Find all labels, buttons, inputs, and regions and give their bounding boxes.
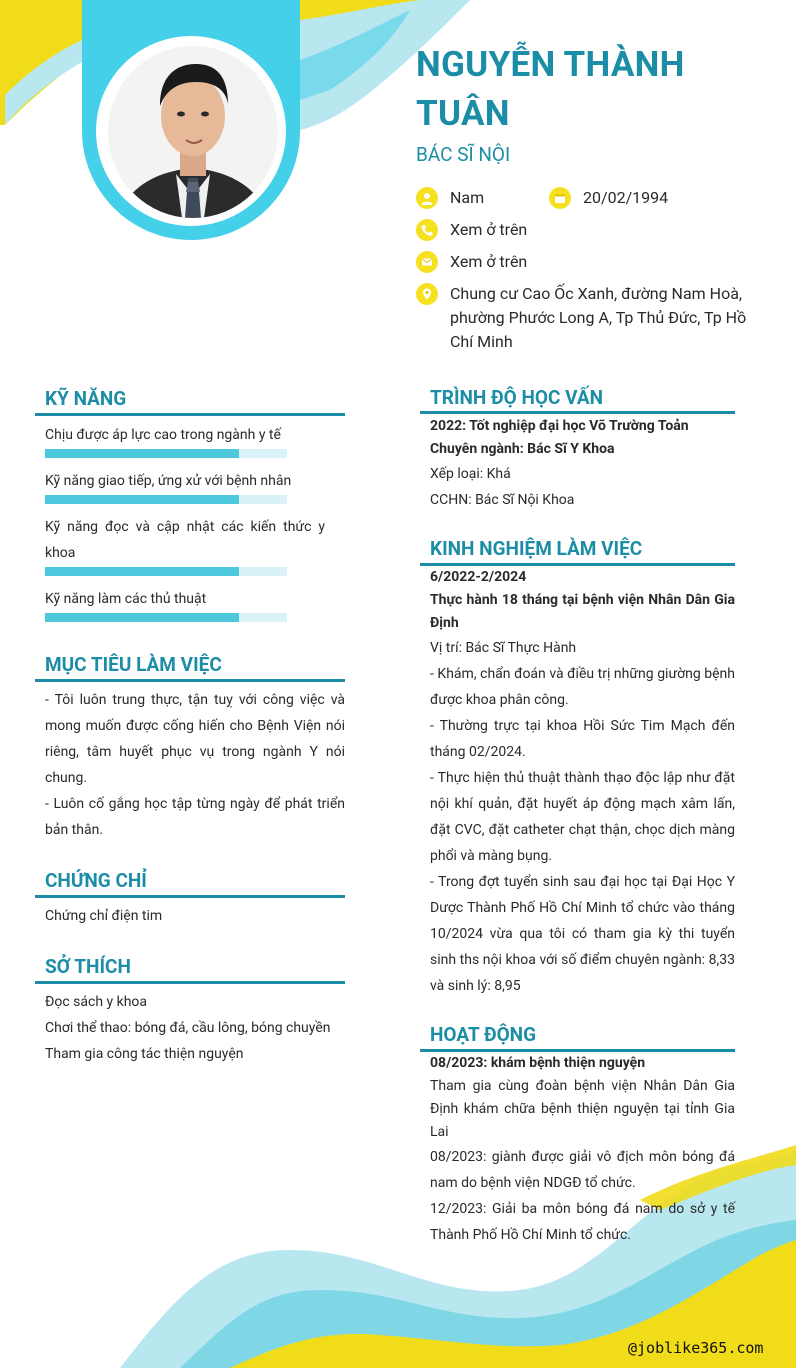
- address-row: [416, 282, 756, 354]
- hobby-item: Chơi thể thao: bóng đá, cầu lông, bóng chuyền: [45, 1020, 331, 1036]
- experience-bullet: - Thường trực tại khoa Hồi Sức Tim Mạch đến tháng 02/2024.: [430, 718, 735, 760]
- skill-bar-fill: [45, 567, 239, 576]
- location-pin-icon: [416, 283, 438, 305]
- phone-value: Xem ở trên: [450, 220, 528, 239]
- education-rule: [420, 411, 735, 414]
- activity-paragraph: 12/2023: Giải ba môn bóng đá nam do sở y tế Thành Phố Hồ Chí Minh tổ chức.: [430, 1201, 735, 1243]
- skill-bar: [45, 613, 287, 622]
- skill-bar: [45, 567, 287, 576]
- objective-paragraph: - Tôi luôn trung thực, tận tuỵ với công việc và mong muốn được cống hiến cho Bệnh Viện nói riêng, tâm huyết phục vụ trong ngành Y nói chung.: [45, 692, 345, 786]
- experience-period: 6/2022-2/2024: [430, 569, 527, 585]
- activity-paragraph: Tham gia cùng đoàn bệnh viện Nhân Dân Gia Định khám chữa bệnh thiện nguyện tại tỉnh Gia Lai: [430, 1078, 735, 1140]
- person-icon: [416, 187, 438, 209]
- footer-watermark: @joblike365.com: [628, 1339, 764, 1357]
- objective-heading: MỤC TIÊU LÀM VIỆC: [45, 653, 222, 676]
- profile-photo: [108, 46, 278, 218]
- skills-rule: [35, 413, 345, 416]
- skill-label: Kỹ năng giao tiếp, ứng xử với bệnh nhân: [45, 473, 292, 489]
- skill-label: Kỹ năng đọc và cập nhật các kiến thức y khoa: [45, 519, 325, 561]
- hobbies-rule: [35, 981, 345, 984]
- experience-bullet: - Trong đợt tuyển sinh sau đại học tại Đại Học Y Dược Thành Phố Hồ Chí Minh tổ chức vào tháng 10/2024 vừa qua tôi có tham gia kỳ thi tuyển sinh ths nội khoa với số điểm chuyên ngành: 8,33 và sinh lý: 8,95: [430, 874, 735, 994]
- activity-paragraph: 08/2023: giành được giải vô địch môn bóng đá nam do bệnh viện NDGĐ tổ chức.: [430, 1149, 735, 1191]
- skill-bar-fill: [45, 613, 239, 622]
- calendar-icon: [549, 187, 571, 209]
- experience-heading: KINH NGHIỆM LÀM VIỆC: [430, 537, 643, 560]
- objective-rule: [35, 679, 345, 682]
- certificates-rule: [35, 895, 345, 898]
- experience-position: Vị trí: Bác Sĩ Thực Hành: [430, 640, 577, 656]
- address-value: Chung cư Cao Ốc Xanh, đường Nam Hoà, phường Phước Long A, Tp Thủ Đức, Tp Hồ Chí Minh: [450, 284, 747, 351]
- skill-bar-fill: [45, 449, 239, 458]
- experience-bullet: - Khám, chẩn đoán và điều trị những giường bệnh được khoa phân công.: [430, 666, 735, 708]
- education-heading: TRÌNH ĐỘ HỌC VẤN: [430, 386, 604, 409]
- gender-value: Nam: [450, 188, 485, 207]
- education-degree: 2022: Tốt nghiệp đại học Võ Trường Toản: [430, 418, 689, 434]
- birthday-row: [549, 186, 668, 210]
- gender-row: [416, 186, 484, 210]
- certificate-item: Chứng chỉ điện tim: [45, 908, 163, 924]
- activities-heading: HOẠT ĐỘNG: [430, 1023, 537, 1046]
- email-value: Xem ở trên: [450, 252, 528, 271]
- phone-icon: [416, 219, 438, 241]
- birthday-value: 20/02/1994: [583, 188, 669, 207]
- activity-title: 08/2023: khám bệnh thiện nguyện: [430, 1055, 646, 1071]
- experience-bullet: - Thực hiện thủ thuật thành thạo độc lập như đặt nội khí quản, đặt huyết áp động mạch xâm lấn, đặt CVC, đặt catheter chạt thận, chọc dịch màng phổi và màng bụng.: [430, 770, 735, 864]
- objective-paragraph: - Luôn cố gắng học tập từng ngày để phát triển bản thân.: [45, 796, 345, 838]
- skill-label: Chịu được áp lực cao trong ngành y tế: [45, 427, 281, 443]
- certificates-heading: CHỨNG CHỈ: [45, 869, 147, 892]
- skills-heading: KỸ NĂNG: [45, 387, 127, 410]
- experience-role: Thực hành 18 tháng tại bệnh viện Nhân Dân Gia Định: [430, 592, 735, 631]
- phone-row: [416, 218, 527, 242]
- skill-label: Kỹ năng làm các thủ thuật: [45, 591, 207, 607]
- education-license: CCHN: Bác Sĩ Nội Khoa: [430, 492, 575, 508]
- education-grade: Xếp loại: Khá: [430, 466, 511, 482]
- hobby-item: Đọc sách y khoa: [45, 994, 148, 1010]
- skill-bar: [45, 495, 287, 504]
- education-major: Chuyên ngành: Bác Sĩ Y Khoa: [430, 441, 615, 457]
- hobbies-heading: SỞ THÍCH: [45, 955, 131, 978]
- mail-icon: [416, 251, 438, 273]
- job-title: BÁC SĨ NỘI: [416, 143, 511, 166]
- skill-bar-fill: [45, 495, 239, 504]
- skill-bar: [45, 449, 287, 458]
- candidate-name: NGUYỄN THÀNH TUÂN: [416, 44, 685, 134]
- hobby-item: Tham gia công tác thiện nguyện: [45, 1046, 244, 1062]
- email-row: [416, 250, 527, 274]
